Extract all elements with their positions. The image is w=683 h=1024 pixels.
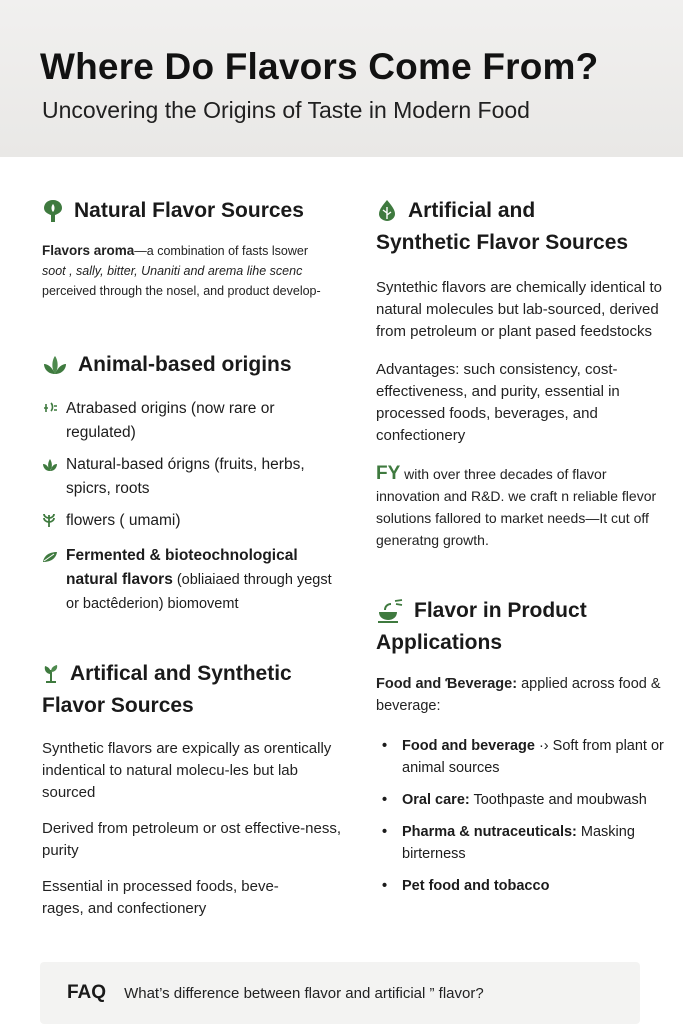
faq-question[interactable]: What’s difference between flavor and artificial ” flavor? bbox=[124, 984, 484, 1002]
artificial-left-section bbox=[42, 658, 342, 920]
animal-origins-section bbox=[42, 349, 342, 616]
right-column bbox=[376, 195, 666, 907]
artificial-right-heading: Artificial and bbox=[408, 199, 536, 222]
list-item: • Oral care: Toothpaste and moubwash bbox=[382, 792, 647, 808]
header-banner bbox=[0, 0, 683, 157]
natural-heading: Natural Flavor Sources bbox=[74, 199, 304, 222]
bowl-icon bbox=[376, 598, 404, 624]
leaf-drop-icon bbox=[376, 199, 398, 223]
natural-intro-line1: Flavors aroma—a combination of fasts lsower bbox=[42, 243, 308, 258]
list-item: • Food and beverage ·› Soft from plant or animal sources bbox=[382, 738, 664, 776]
applications-heading-line2: Applications bbox=[376, 631, 503, 654]
fy-logo: FY bbox=[376, 463, 401, 484]
list-item: Atrabased origins (now rare or regulated) bbox=[42, 397, 342, 445]
artificial-left-heading-line2: Flavor Sources bbox=[42, 694, 194, 717]
page-subtitle: Uncovering the Origins of Taste in Modern Food bbox=[42, 97, 530, 123]
pin-leaf-icon bbox=[42, 198, 64, 224]
artificial-right-p1: Syntethic flavors are chemically identical to natural molecules but lab-sourced, derived from petroleum or plant pased feedstocks bbox=[376, 279, 662, 340]
page-title: Where Do Flavors Come From? bbox=[40, 46, 599, 87]
list-item: • Pharma & nutraceuticals: Masking birterness bbox=[382, 824, 635, 862]
artificial-left-p1: Synthetic flavors are expically as orentically indentical to natural molecu-les but lab sourced bbox=[42, 740, 332, 801]
faq-label: FAQ bbox=[67, 982, 107, 1003]
applications-heading: Flavor in Product bbox=[414, 599, 587, 622]
artificial-left-p3: Essential in processed foods, beve-rages, and confectionery bbox=[42, 878, 279, 917]
natural-intro-line2: soot , sally, bitter, Unaniti and arema lihe scenc bbox=[42, 264, 303, 278]
list-item: • Pet food and tobacco bbox=[382, 878, 550, 894]
natural-sources-section bbox=[42, 195, 342, 301]
leaf-icon bbox=[42, 547, 58, 616]
artificial-right-p3: FY with over three decades of flavor innovation and R&D. we craft n reliable flevor solutions fallored to market needs—It cut off generatng growth. bbox=[376, 463, 657, 548]
animal-heading: Animal-based origins bbox=[78, 353, 292, 376]
faq-bar[interactable] bbox=[40, 962, 640, 1024]
plant-icon bbox=[42, 512, 58, 536]
animal-list bbox=[42, 397, 342, 616]
lotus-icon bbox=[42, 456, 58, 501]
applications-intro: Food and Ɓeverage: applied across food & beverage: bbox=[376, 676, 661, 714]
list-item: Natural-based órigns (fruits, herbs, spicrs, roots bbox=[42, 453, 342, 501]
artificial-right-heading-line2: Synthetic Flavor Sources bbox=[376, 231, 629, 254]
list-item: flowers ( umami) bbox=[42, 509, 342, 536]
sprout-icon bbox=[42, 400, 58, 445]
list-item: Fermented & bioteochnological natural flavors (obliaiaed through yegst or bactêderion) biomovemt bbox=[42, 544, 342, 616]
artificial-right-p2: Advantages: such consistency, cost-effectiveness, and purity, essential in processed foods, beverages, and confectionery bbox=[376, 361, 620, 444]
applications-list bbox=[376, 735, 666, 897]
artificial-left-heading: Artifical and Synthetic bbox=[70, 662, 292, 685]
natural-intro-line3: perceived through the nosel, and product develop- bbox=[42, 284, 321, 298]
left-column bbox=[42, 195, 342, 920]
plant-icon bbox=[42, 662, 60, 684]
lotus-icon bbox=[42, 354, 68, 376]
artificial-left-p2: Derived from petroleum or ost effective-ness, purity bbox=[42, 820, 342, 859]
applications-section bbox=[376, 595, 666, 897]
artificial-right-section bbox=[376, 195, 666, 551]
